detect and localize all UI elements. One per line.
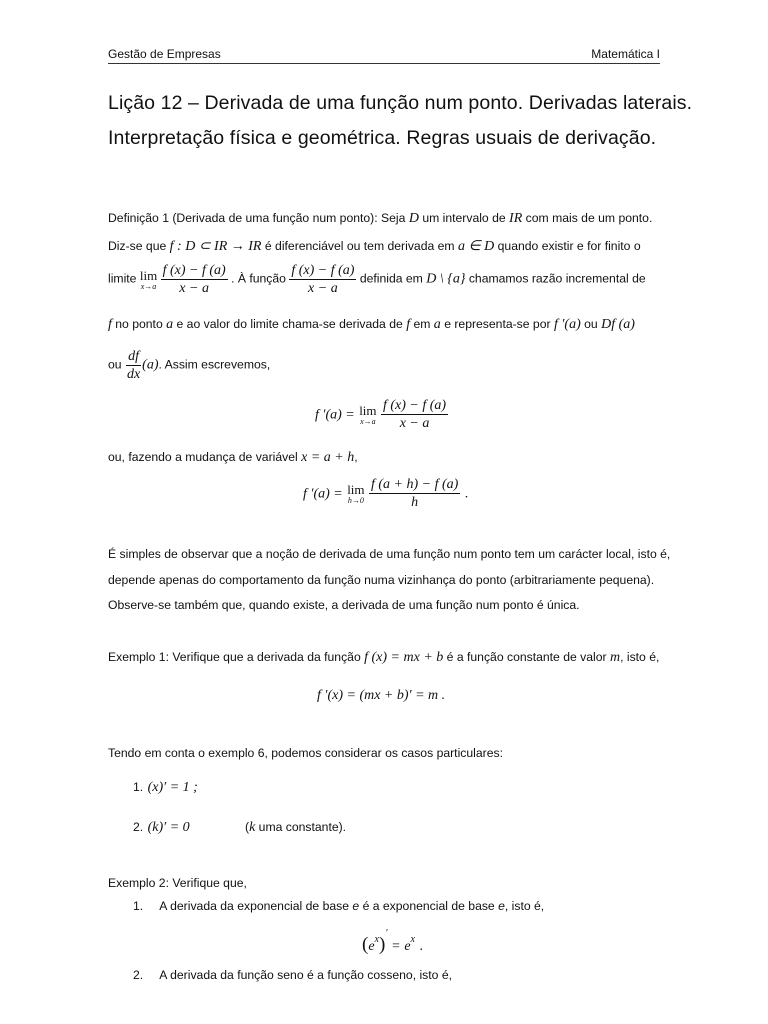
math-D: D <box>408 211 419 226</box>
list-number: 2. <box>133 820 144 834</box>
math-linear-function: f (x) = mx + b <box>364 650 444 665</box>
def-text: um intervalo de <box>422 211 506 225</box>
frac-den: dx <box>126 367 141 382</box>
lim-sub: h→0 <box>347 495 364 505</box>
derivative-formula-1 <box>315 397 448 432</box>
def-text: chamamos razão incremental de <box>468 271 646 286</box>
example-2-intro: Exemplo 2: Verifique que, <box>108 876 247 890</box>
math-e: e <box>352 899 360 913</box>
example-2-item-2 <box>133 968 452 982</box>
def-line-1 <box>108 211 652 227</box>
def-text: ou <box>108 357 122 372</box>
difference-quotient-2 <box>289 262 356 297</box>
body-text: A derivada da função seno é a função cosseno, isto é, <box>159 968 452 982</box>
frac-num: f (a + h) − f (a) <box>370 477 459 492</box>
punct: . <box>464 486 469 502</box>
def-text: limite <box>108 271 137 286</box>
math-IR: IR <box>509 211 523 226</box>
body-text: é a função constante de valor <box>446 650 607 664</box>
math-a-in-D: a ∈ D <box>457 239 495 254</box>
cases-intro: Tendo em conta o exemplo 6, podemos considerar os casos particulares: <box>108 746 503 760</box>
limit-operator <box>359 404 376 426</box>
punct: , <box>354 450 358 464</box>
def-text: em <box>413 317 431 331</box>
example-1-formula: f ′(x) = (mx + b)′ = m . <box>317 688 446 703</box>
math-exp: x <box>410 934 415 945</box>
def-text: com mais de um ponto. <box>525 211 653 225</box>
body-text: Exemplo 1: Verifique que a derivada da função <box>108 650 361 664</box>
frac-den: h <box>411 495 419 510</box>
example-1-line <box>108 650 659 666</box>
punct: . <box>419 939 423 954</box>
case-2 <box>133 818 190 836</box>
math-e: e <box>368 939 375 954</box>
math-case-1: (x)′ = 1 ; <box>147 780 198 795</box>
frac-num: f (x) − f (a) <box>382 398 447 413</box>
df-dx-fraction <box>125 348 142 383</box>
lim-word: lim <box>359 402 377 418</box>
def-line-2 <box>108 238 641 255</box>
math-m: m <box>609 650 621 665</box>
math-a: a <box>433 317 441 332</box>
paragraph-line-1: É simples de observar que a noção de derivada de uma função num ponto tem um carácter local, isto é, <box>108 547 671 561</box>
example-2-item-1 <box>133 899 544 913</box>
lim-sub: x→a <box>360 416 376 426</box>
math-e: e <box>404 939 411 954</box>
case-2-note <box>245 820 346 836</box>
frac-den: x − a <box>179 281 209 296</box>
frac-den: x − a <box>399 416 430 431</box>
frac-den: x − a <box>308 281 338 296</box>
body-text: ( <box>245 820 250 834</box>
list-number: 1. <box>133 780 144 794</box>
def-text: . À função <box>231 271 286 286</box>
math-case-2: (k)′ = 0 <box>147 820 190 835</box>
def-line-4 <box>108 317 635 333</box>
math-f: f <box>406 317 411 332</box>
body-text: é a exponencial de base <box>362 899 495 913</box>
header-left: Gestão de Empresas <box>108 47 221 61</box>
paragraph-line-3: Observe-se também que, quando existe, a derivada de uma função num ponto é única. <box>108 598 580 612</box>
body-text: ou, fazendo a mudança de variável <box>108 450 298 464</box>
math-map: f : D ⊂ IR → IR <box>169 239 262 254</box>
math-fprime-a: f ′(a) <box>553 317 581 332</box>
lesson-title-line1: Lição 12 – Derivada de uma função num ponto. Derivadas laterais. <box>108 92 693 114</box>
def-text: Definição 1 (Derivada de uma função num ponto): Seja <box>108 211 406 225</box>
lim-word: lim <box>139 267 158 283</box>
def-line-5 <box>108 348 270 383</box>
def-text: é diferenciável ou tem derivada em <box>264 239 455 253</box>
difference-quotient <box>381 397 448 432</box>
body-text: A derivada da exponencial de base <box>159 899 350 913</box>
math-e: e <box>498 899 505 913</box>
def-text: ou <box>584 317 598 331</box>
def-text: definida em <box>359 271 423 286</box>
math-D-minus-a: D \ {a} <box>426 271 466 287</box>
list-number: 2. <box>133 968 144 982</box>
def-text: e representa-se por <box>444 317 551 331</box>
def-text: . Assim escrevemos, <box>158 357 271 372</box>
limit-operator <box>140 269 157 291</box>
header-right: Matemática I <box>591 47 660 61</box>
def-text: Diz-se que <box>108 239 167 253</box>
math-eq: = <box>391 939 400 954</box>
math-f: f <box>108 317 112 332</box>
lesson-title-line2: Interpretação física e geométrica. Regras usuais de derivação. <box>108 127 657 149</box>
list-number: 1. <box>133 899 144 913</box>
def-line-3 <box>108 262 646 297</box>
limit-operator <box>347 483 364 505</box>
math-paren-a: (a) <box>142 357 159 373</box>
def-text: quando existir e for finito o <box>497 239 641 253</box>
math-fprime-a-eq: f ′(a) = <box>303 486 343 502</box>
body-text: uma constante). <box>258 820 347 834</box>
derivative-formula-2 <box>303 476 468 511</box>
increment-quotient <box>369 476 460 511</box>
def-text: no ponto <box>115 317 163 331</box>
math-Df-a: Df (a) <box>601 317 635 332</box>
math-substitution: x = a + h <box>301 450 355 465</box>
frac-num: f (x) − f (a) <box>291 263 355 278</box>
body-text: , isto é, <box>504 899 545 913</box>
lim-word: lim <box>347 481 365 497</box>
difference-quotient <box>161 262 228 297</box>
math-fprime-a-eq: f ′(a) = <box>315 407 355 423</box>
math-exp: x <box>374 934 379 945</box>
header-rule <box>108 63 660 64</box>
body-text: , isto é, <box>620 650 660 664</box>
paragraph-line-2: depende apenas do comportamento da função numa vizinhança do ponto (arbitrariamente pequena). <box>108 573 655 587</box>
exp-derivative-formula: $(e^x)' = e^x$ . <box>362 928 423 955</box>
math-a: a <box>166 317 174 332</box>
lim-sub: x→a <box>140 281 157 291</box>
frac-num: f (x) − f (a) <box>162 263 226 278</box>
frac-num: df <box>128 349 139 364</box>
case-1 <box>133 778 198 796</box>
def-text: e ao valor do limite chama-se derivada de <box>176 317 403 331</box>
variable-change-line <box>108 450 358 466</box>
math-k: k <box>249 820 256 835</box>
